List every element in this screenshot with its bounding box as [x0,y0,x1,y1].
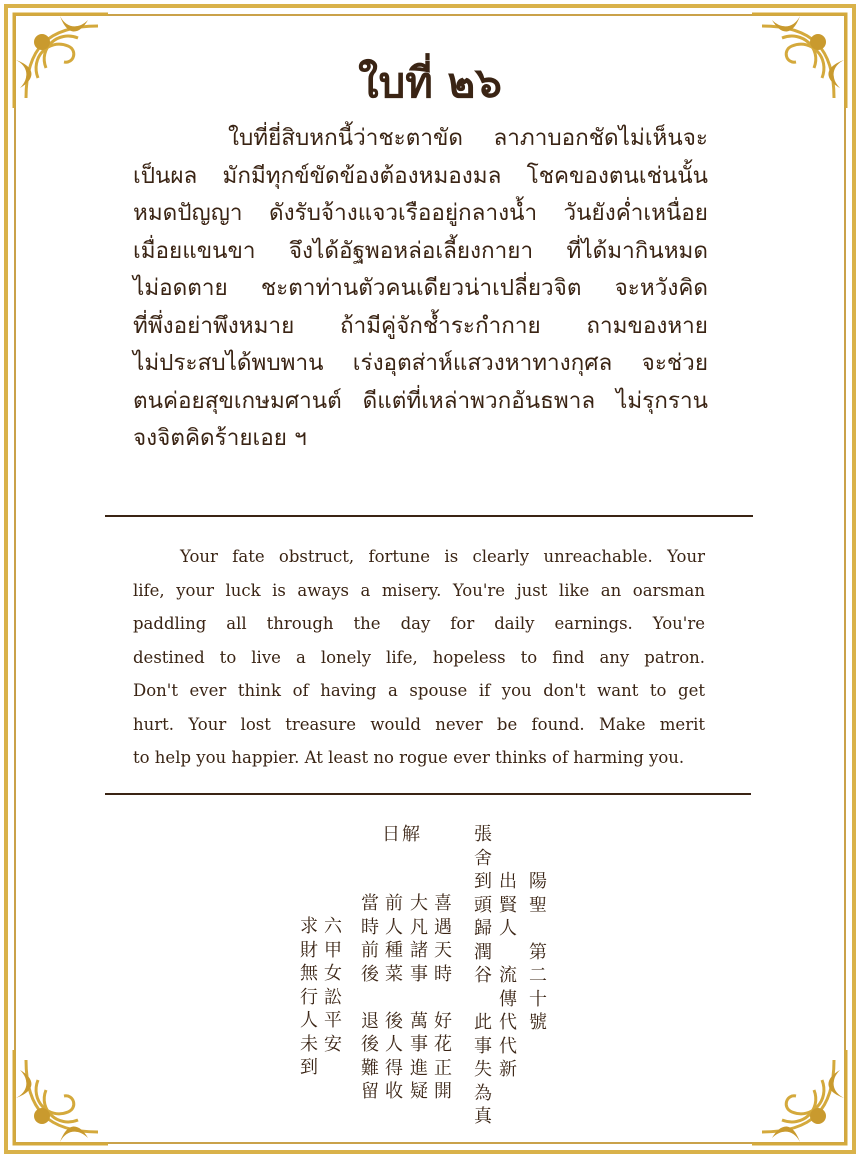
chinese-glyph: 後 [361,1034,379,1055]
chinese-column [527,870,549,1035]
thai-line: ไม่อดตาย ชะตาท่านตัวคนเดียวน่าเปลี่ยวจิต จะหวังคิด [133,275,708,301]
chinese-glyph: 甲 [324,939,342,961]
chinese-glyph: 前 [385,893,403,914]
chinese-glyph [497,941,519,965]
chinese-glyph [432,986,454,1010]
chinese-glyph [359,986,381,1010]
chinese-glyph: 後 [385,1010,403,1032]
chinese-column [359,892,381,1104]
chinese-glyph: 安 [324,1033,342,1055]
chinese-glyph: 失 [474,1059,492,1080]
chinese-glyph: 日 [382,824,400,845]
chinese-glyph: 退 [361,1010,379,1032]
thai-line: เมื่อยแขนขา จึงได้อัฐพอหล่อเลี้ยงกายา ที่ได้มากินหมด [133,237,708,264]
chinese-glyph: 訟 [324,986,342,1008]
chinese-glyph: 聖 [529,894,547,916]
chinese-glyph: 到 [474,871,492,892]
chinese-glyph: 後 [361,963,379,985]
chinese-glyph: 得 [385,1057,403,1079]
chinese-glyph: 開 [434,1081,452,1102]
chinese-glyph: 前 [361,940,379,961]
chinese-column [322,915,344,1056]
page-title: ใบที่ ๒๖ [358,58,502,107]
chinese-glyph [472,988,494,1012]
chinese-glyph: 第 [529,941,547,963]
chinese-glyph: 出 [499,871,517,892]
chinese-glyph: 真 [474,1106,492,1127]
chinese-glyph: 陽 [529,871,547,892]
chinese-glyph: 財 [300,939,318,961]
chinese-glyph: 喜 [434,893,452,914]
chinese-column [432,892,454,1104]
chinese-glyph: 人 [385,1034,403,1055]
corner-ornament-icon [8,1040,118,1150]
chinese-glyph: 菜 [385,963,403,985]
english-translation [133,540,705,775]
thai-line: หมดปัญญา ดังรับจ้างแจวเรืออยู่กลางน้ำ วันยังค่ำเหนื่อย [133,200,708,226]
chinese-glyph [383,986,405,1010]
chinese-glyph: 代 [499,1012,517,1033]
chinese-glyph: 傳 [499,988,517,1010]
chinese-glyph: 時 [434,963,452,985]
chinese-glyph: 好 [434,1010,452,1032]
thai-verse [133,120,708,458]
chinese-glyph: 難 [361,1057,379,1079]
section-divider [105,515,753,517]
english-line: life, your luck is aways a misery. You're just like an oarsman [133,580,705,600]
english-line: paddling all through the day for daily earnings. You're [133,614,705,633]
chinese-glyph: 新 [499,1059,517,1080]
chinese-glyph: 人 [300,1010,318,1031]
chinese-glyph: 代 [499,1035,517,1057]
chinese-glyph: 諸 [410,940,428,961]
thai-line: ไม่ประสบได้พบพาน เร่งอุตส่าห์แสวงหาทางกุศล จะช่วย [133,350,708,376]
chinese-column [298,915,320,1080]
english-line: Don't ever think of having a spouse if you don't want to get [133,681,705,700]
chinese-glyph: 舍 [474,847,492,869]
chinese-glyph: 賢 [499,894,517,916]
chinese-glyph: 十 [529,988,547,1010]
chinese-glyph: 求 [300,916,318,937]
chinese-column [497,870,519,1082]
chinese-glyph: 遇 [434,916,452,938]
chinese-glyph: 未 [300,1033,318,1055]
thai-line: ใบที่ยี่สิบหกนี้ว่าชะตาขัด ลาภาบอกชัดไม่เห็นจะ [228,125,708,151]
chinese-glyph: 解 [402,824,420,845]
chinese-glyph: 流 [499,965,517,986]
english-line: Your fate obstruct, fortune is clearly unreachable. Your [180,547,705,566]
corner-ornament-icon [742,1040,852,1150]
chinese-glyph: 正 [434,1057,452,1079]
chinese-glyph: 大 [410,893,428,914]
chinese-glyph [527,917,549,941]
chinese-glyph: 谷 [474,965,492,986]
chinese-glyph: 到 [300,1057,318,1078]
chinese-glyph: 當 [361,893,379,914]
chinese-glyph: 事 [410,963,428,985]
chinese-column [400,823,422,847]
chinese-glyph: 凡 [410,916,428,938]
chinese-glyph: 花 [434,1034,452,1055]
chinese-glyph: 頭 [474,894,492,916]
chinese-column [472,823,494,1129]
chinese-glyph: 為 [474,1082,492,1104]
chinese-glyph: 歸 [474,918,492,939]
chinese-glyph: 天 [434,940,452,961]
chinese-glyph: 進 [410,1057,428,1079]
chinese-glyph: 女 [324,963,342,984]
chinese-glyph: 六 [324,916,342,937]
section-divider [105,793,751,795]
chinese-glyph [408,986,430,1010]
chinese-glyph: 行 [300,986,318,1008]
chinese-glyph: 種 [385,940,403,961]
english-line: hurt. Your lost treasure would never be found. Make merit [133,714,705,734]
chinese-glyph: 此 [474,1012,492,1033]
chinese-glyph: 時 [361,916,379,938]
english-line: destined to live a lonely life, hopeless to find any patron. [133,647,705,667]
chinese-glyph: 平 [324,1010,342,1031]
chinese-glyph: 留 [361,1081,379,1102]
chinese-glyph: 疑 [410,1081,428,1102]
chinese-glyph: 事 [410,1034,428,1055]
english-line: to help you happier. At least no rogue ever thinks of harming you. [133,748,685,767]
chinese-glyph: 無 [300,963,318,984]
chinese-glyph: 潤 [474,941,492,963]
chinese-glyph: 號 [529,1012,547,1033]
chinese-glyph: 萬 [410,1010,428,1032]
chinese-glyph: 張 [474,824,492,845]
thai-line: ที่พึ่งอย่าพึงหมาย ถ้ามีคู่จักช้ำระกำกาย ถามของหาย [133,312,708,339]
chinese-column [380,823,402,847]
chinese-glyph: 二 [529,965,547,986]
chinese-column [408,892,430,1104]
thai-line: ตนค่อยสุขเกษมศานต์ ดีแต่ที่เหล่าพวกอันธพาล ไม่รุกราน [133,387,708,414]
thai-line: เป็นผล มักมีทุกข์ขัดข้องต้องหมองมล โชคของตนเช่นนั้น [133,162,708,189]
chinese-column [383,892,405,1104]
chinese-glyph: 人 [499,918,517,939]
chinese-glyph: 事 [474,1035,492,1057]
chinese-glyph: 收 [385,1081,403,1102]
thai-line: จงจิตคิดร้ายเอย ฯ [133,425,307,451]
chinese-glyph: 人 [385,916,403,938]
